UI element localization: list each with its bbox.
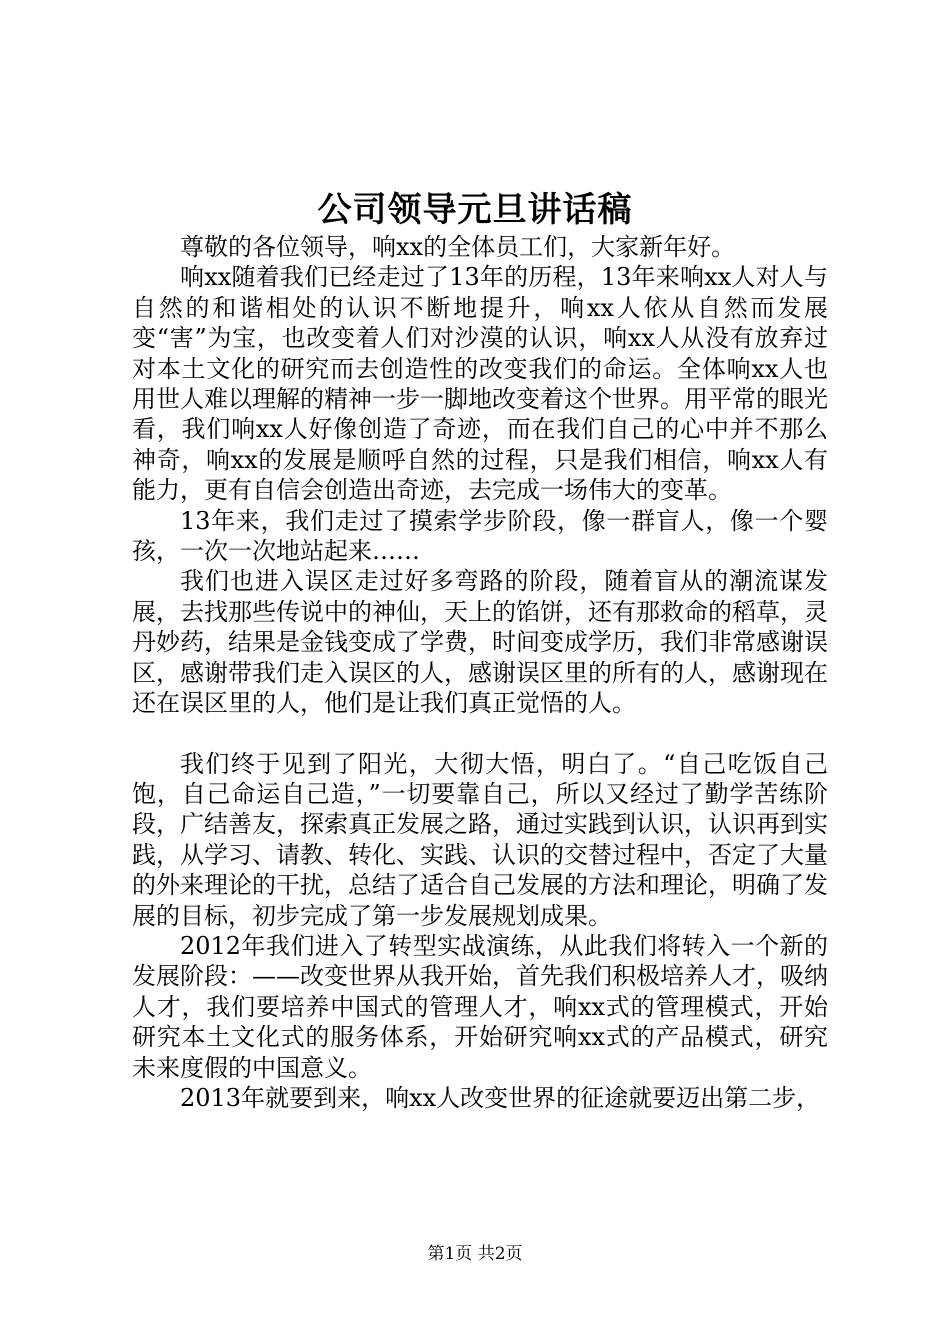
paragraph-2013: 2013年就要到来，响xx人改变世界的征途就要迈出第二步， bbox=[180, 1083, 821, 1112]
paragraph-misconceptions: 我们也进入误区走过好多弯路的阶段，随着盲从的潮流谋发展，去找那些传说中的神仙，天上的馅饼，还有那救命的稻草，灵丹妙药，结果是金钱变成了学费，时间变成学历，我们非常感谢误区，感谢带我们走入误区的人，感谢误区里的所有的人，感谢现在还在误区里的人，他们是让我们真正觉悟的人。 bbox=[132, 567, 828, 718]
paragraph-enlightenment: 我们终于见到了阳光，大彻大悟，明白了。“自己吃饭自己饱，自己命运自己造，”一切要靠自己，所以又经过了勤学苦练阶段，广结善友，探索真正发展之路，通过实践到认识，认识再到实践，从学习、请教、转化、实践、认识的交替过程中，否定了大量的外来理论的干扰，总结了适合自己发展的方法和理论，明确了发展的目标，初步完成了第一步发展规划成果。 bbox=[132, 749, 828, 930]
paragraph-history: 响xx随着我们已经走过了13年的历程，13年来响xx人对人与自然的和谐相处的认识不断地提升，响xx人依从自然而发展变“害”为宝，也改变着人们对沙漠的认识，响xx人从没有放弃过对本土文化的研究而去创造性的改变我们的命运。全体响xx人也用世人难以理解的精神一步一脚地改变着这个世界。用平常的眼光看，我们响xx人好像创造了奇迹，而在我们自己的心中并不那么神奇，响xx的发展是顺呼自然的过程，只是我们相信，响xx人有能力，更有自信会创造出奇迹，去完成一场伟大的变革。 bbox=[132, 263, 828, 505]
paragraph-2012: 2012年我们进入了转型实战演练，从此我们将转入一个新的发展阶段：——改变世界从我开始，首先我们积极培养人才，吸纳人才，我们要培养中国式的管理人才，响xx式的管理模式，开始研究本土文化式的服务体系，开始研究响xx式的产品模式，研究未来度假的中国意义。 bbox=[132, 931, 828, 1082]
page-number-footer: 第1页 共2页 bbox=[427, 1244, 523, 1264]
paragraph-greeting: 尊敬的各位领导，响xx的全体员工们，大家新年好。 bbox=[180, 233, 736, 261]
paragraph-exploration: 13年来，我们走过了摸索学步阶段，像一群盲人，像一个婴孩，一次一次地站起来…… bbox=[132, 506, 828, 566]
document-body bbox=[132, 232, 828, 1113]
document-title: 公司领导元旦讲话稿 bbox=[317, 190, 633, 230]
